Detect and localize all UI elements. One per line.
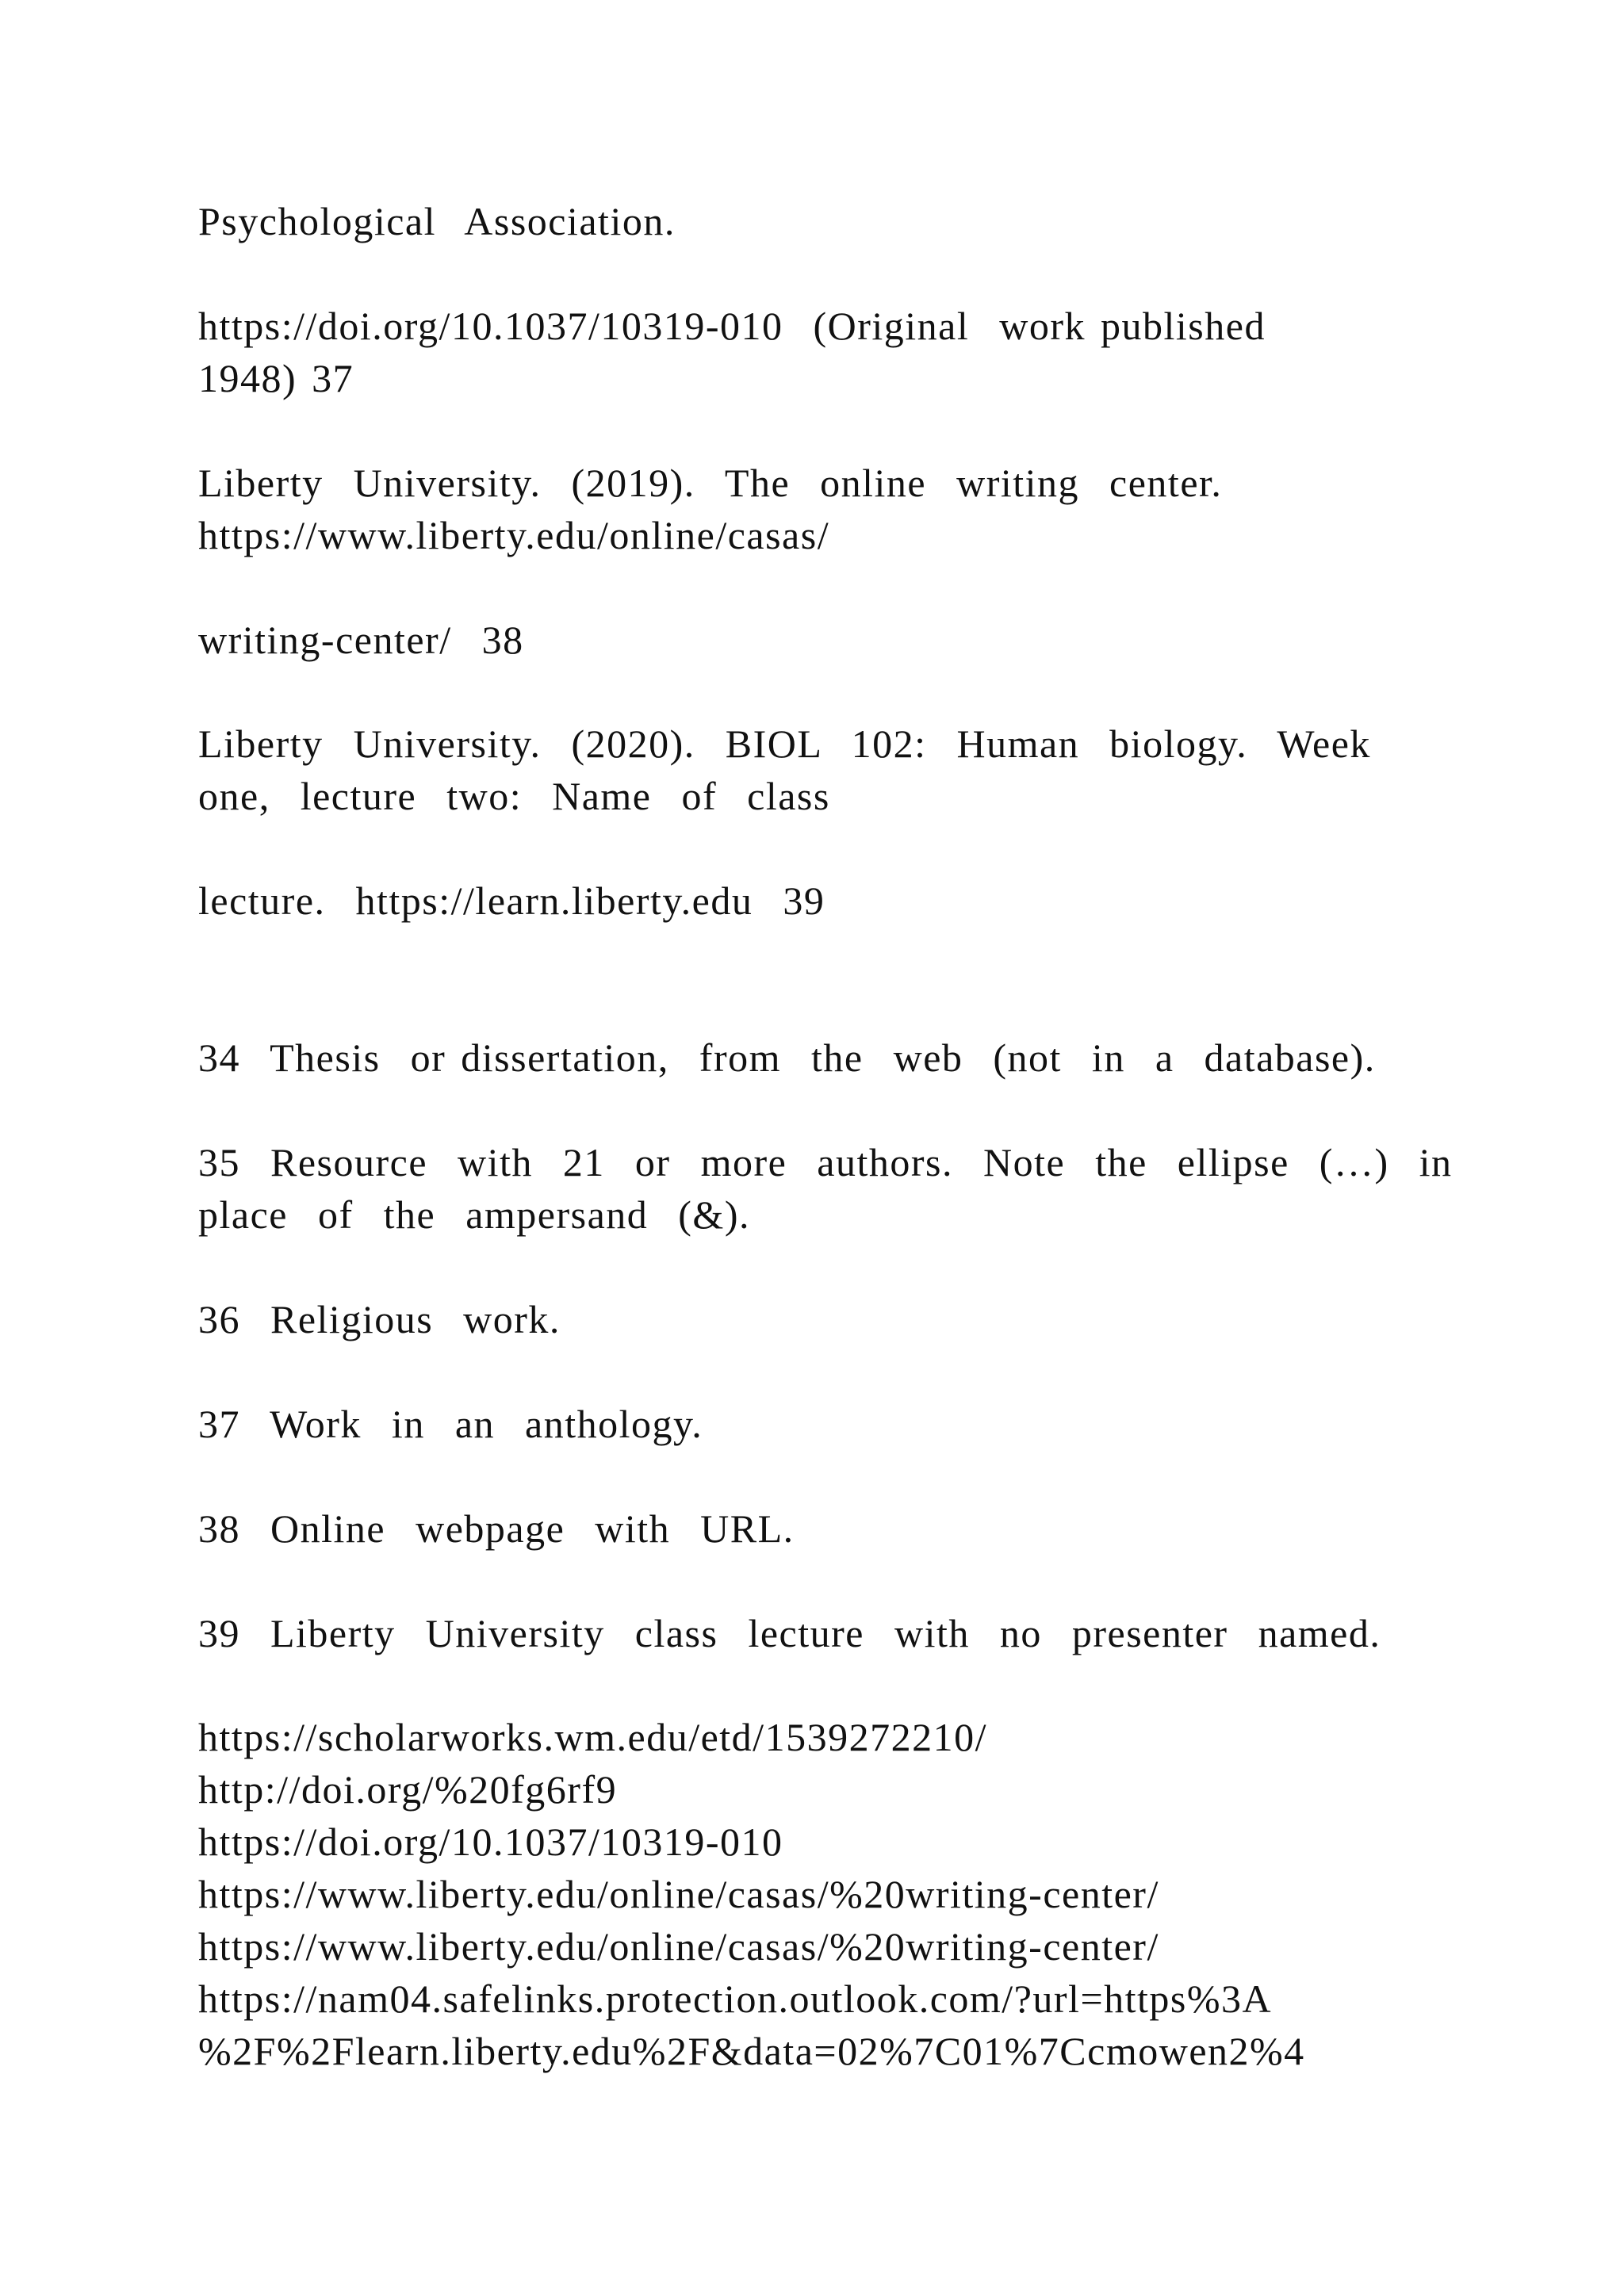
url-list-item: https://doi.org/10.1037/10319-010	[198, 1820, 783, 1864]
footnote-34: 34 Thesis or dissertation, from the web (not in a database).	[198, 1035, 1376, 1080]
footnote-38: 38 Online webpage with URL.	[198, 1506, 795, 1551]
reference-text-line: Psychological Association.	[198, 199, 676, 243]
footnote-37: 37 Work in an anthology.	[198, 1402, 703, 1446]
reference-url-line: lecture. https://learn.liberty.edu 39	[198, 878, 825, 923]
reference-url-line: writing-center/ 38	[198, 618, 524, 662]
url-list-item: %2F%2Flearn.liberty.edu%2F&data=02%7C01%7Ccmowen2%4	[198, 2029, 1305, 2073]
reference-text-line: 1948) 37	[198, 356, 354, 400]
reference-text-line: Liberty University. (2019). The online writing center.	[198, 461, 1223, 505]
footnote-35-continued: place of the ampersand (&).	[198, 1192, 750, 1237]
footnote-36: 36 Religious work.	[198, 1297, 561, 1341]
reference-text-line: one, lecture two: Name of class	[198, 774, 830, 818]
reference-text-line: Liberty University. (2020). BIOL 102: Human biology. Week	[198, 721, 1371, 766]
url-list-item: https://www.liberty.edu/online/casas/%20writing-center/	[198, 1924, 1159, 1969]
reference-url-line: https://www.liberty.edu/online/casas/	[198, 513, 830, 557]
footnote-39: 39 Liberty University class lecture with no presenter named.	[198, 1611, 1381, 1655]
url-list-item: https://www.liberty.edu/online/casas/%20writing-center/	[198, 1872, 1159, 1916]
footnote-35: 35 Resource with 21 or more authors. Note the ellipse (…) in	[198, 1140, 1453, 1184]
url-list-item: http://doi.org/%20fg6rf9	[198, 1767, 618, 1812]
url-list-item: https://scholarworks.wm.edu/etd/1539272210/	[198, 1715, 987, 1759]
url-list-item: https://nam04.safelinks.protection.outlook.com/?url=https%3A	[198, 1976, 1273, 2021]
reference-doi-link: https://doi.org/10.1037/10319-010 (Original work published	[198, 304, 1266, 348]
